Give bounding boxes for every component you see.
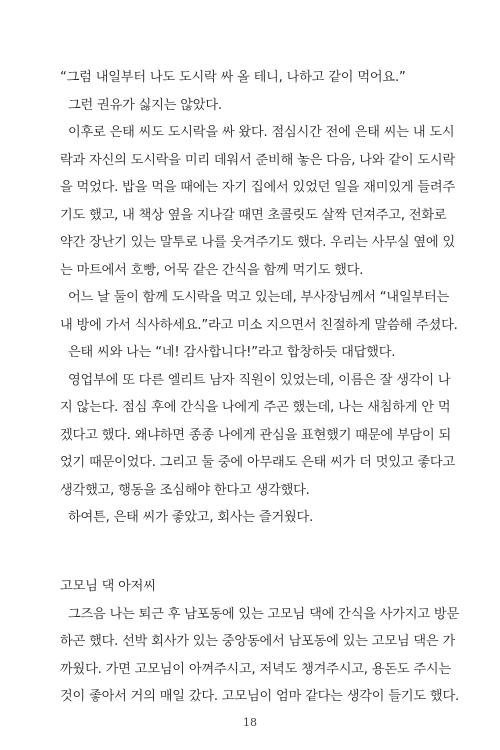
text-line: 영업부에 또 다른 엘리트 남자 직원이 있었는데, 이름은 잘 생각이 나 (60, 372, 451, 388)
text-line: 것이 좋아서 거의 매일 갔다. 고모님이 엄마 같다는 생각이 들기도 했다. (60, 689, 459, 704)
text-line: 그즈음 나는 퇴근 후 남포동에 있는 고모님 댁에 간식을 사가지고 방문 (60, 606, 459, 622)
text-line: 을 먹었다. 밥을 먹을 때에는 자기 집에서 있었던 일을 재미있게 들려주 (60, 180, 456, 195)
body-text-section-2 (60, 573, 459, 711)
text-line: 하곤 했다. 선박 회사가 있는 중앙동에서 남포동에 있는 고모님 댁은 가 (60, 634, 456, 649)
text-line: 어느 날 둘이 함께 도시락을 먹고 있는데, 부사장님께서 “내일부터는 (60, 290, 450, 305)
text-line: “그럼 내일부터 나도 도시락 싸 올 테니, 나하고 같이 먹어요.” (60, 70, 406, 85)
text-line: 까웠다. 가면 고모님이 아껴주시고, 저녁도 챙겨주시고, 용돈도 주시는 (60, 661, 452, 677)
text-line: 지 않는다. 점심 후에 간식을 나에게 주곤 했는데, 나는 새침하게 안 먹 (60, 400, 451, 415)
text-line: 었기 때문이었다. 그리고 둘 중에 아무래도 은태 씨가 더 멋있고 좋다고 (60, 455, 456, 470)
text-line: 약간 장난기 있는 말투로 나를 웃겨주기도 했다. 우리는 사무실 옆에 있 (60, 235, 456, 250)
section-heading: 고모님 댁 아저씨 (60, 579, 156, 594)
text-line: 겠다고 했다. 왜냐하면 종종 나에게 관심을 표현했기 때문에 부담이 되 (60, 427, 452, 443)
text-line: 이후로 은태 씨도 도시락을 싸 왔다. 점심시간 전에 은태 씨는 내 도시 (60, 125, 455, 140)
text-line: 생각했고, 행동을 조심해야 한다고 생각했다. (60, 482, 310, 498)
text-line: 는 마트에서 호빵, 어묵 같은 간식을 함께 먹기도 했다. (60, 262, 364, 278)
text-line: 기도 했고, 내 책상 옆을 지나갈 때면 초콜릿도 살짝 던져주고, 전화로 (60, 207, 447, 223)
text-line: 락과 자신의 도시락을 미리 데워서 준비해 놓은 다음, 나와 같이 도시락 (60, 152, 456, 168)
text-line: 내 방에 가서 식사하세요.”라고 미소 지으면서 친절하게 말씀해 주셨다. (60, 317, 458, 333)
page-number: 18 (243, 716, 257, 729)
text-line: 하여튼, 은태 씨가 좋았고, 회사는 즐거웠다. (60, 510, 314, 525)
text-line: 그런 권유가 싫지는 않았다. (60, 97, 222, 113)
text-line: 은태 씨와 나는 “네! 감사합니다!”라고 합창하듯 대답했다. (60, 345, 396, 360)
body-text-section-1 (60, 64, 458, 532)
